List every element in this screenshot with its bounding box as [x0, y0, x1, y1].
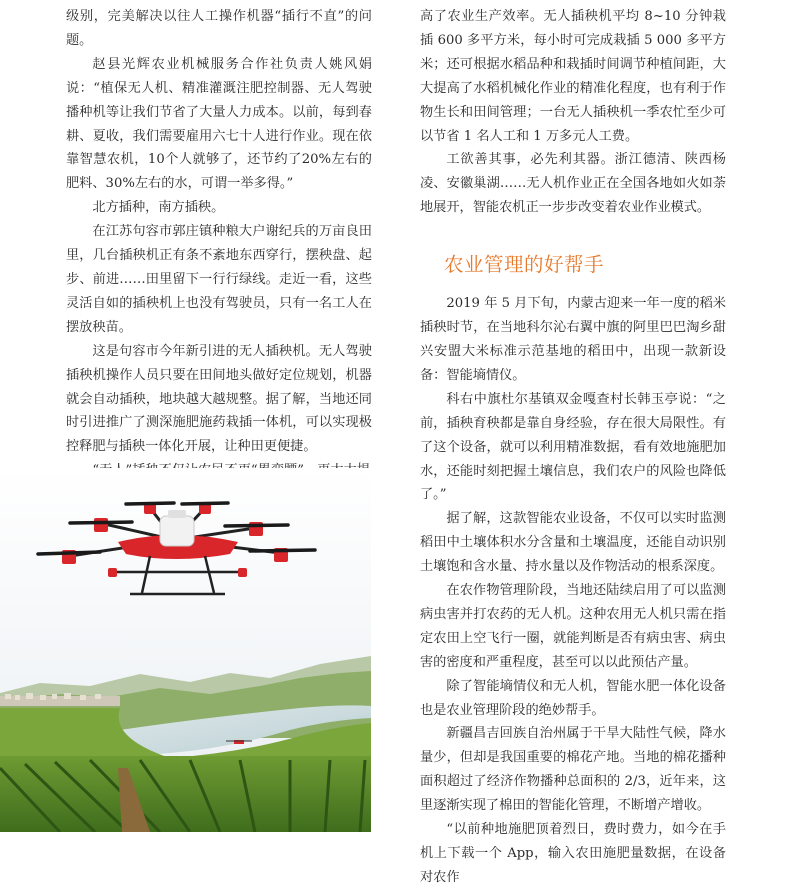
paragraph: 北方插种，南方插秧。 [92, 200, 225, 216]
paragraph: 工欲善其事，必先利其器。浙江德清、陕西杨凌、安徽巢湖……无人机作业正在全国各地如火如荼地展开，智能农机正一步步改变着农业作业模式。 [420, 152, 726, 216]
drone-photo [0, 468, 371, 832]
paragraph: 这是句容市今年新引进的无人插秧机。无人驾驶插秧机操作人员只要在田间地头做好定位规划，机器就会自动插秧，地块越大越规整。据了解，当地还同时引进推广了测深施肥施药栽插一体机，可以实现极控释肥与插秧一体化开展，让种田更便捷。 [66, 343, 372, 455]
paragraph: 科右中旗杜尔基镇双金嘎查村长韩玉亭说：“之前，插秧育秧都是靠自身经验，存在很大局限性。有了这个设备，就可以利用精准数据，看有效地施肥加水，还能时刻把握土壤信息，我们农户的风险也降低了。” [420, 391, 726, 503]
paragraph: “以前种地施肥顶着烈日，费时费力，如今在手机上下载一个 App，输入农田施肥量数据，在设备对农作 [420, 822, 726, 885]
paragraph: 赵县光辉农业机械服务合作社负责人姚风娟说：“植保无人机、精准灌溉注肥控制器、无人驾驶播种机等让我们节省了大量人力成本。以前，每到春耕、夏收，我们需要雇用六七十人进行作业。现在依靠智慧农机，10个人就够了，还节约了20%左右的肥料、30%左右的水，可谓一举多得。” [66, 56, 372, 192]
right-column [420, 0, 726, 890]
paragraph: 2019 年 5 月下旬，内蒙古迎来一年一度的稻米插秧时节，在当地科尔沁右翼中旗的阿里巴巴淘乡甜兴安盟大米标准示范基地的稻田中，出现一款新设备：智能墒情仪。 [420, 296, 726, 383]
paragraph: 除了智能墒情仪和无人机，智能水肥一体化设备也是农业管理阶段的绝妙帮手。 [420, 678, 726, 718]
paragraph: 在农作物管理阶段，当地还陆续启用了可以监测病虫害并打农药的无人机。这种农用无人机只需在指定农田上空飞行一圈，就能判断是否有病虫害、病虫害的密度和严重程度，甚至可以以此预估产量。 [420, 583, 726, 670]
paragraph: 据了解，这款智能农业设备，不仅可以实时监测稻田中土壤体积水分含量和土壤温度，还能自动识别土壤饱和含水量、持水量以及作物活动的根系深度。 [420, 511, 726, 575]
left-column [66, 0, 372, 483]
section-heading: 农业管理的好帮手 [444, 253, 605, 277]
paragraph: 新疆昌吉回族自治州属于干旱大陆性气候，降水量少，但却是我国重要的棉花产地。当地的棉花播种面积超过了经济作物播种总面积的 2/3，近年来，这里逐渐实现了棉田的智能化管理，不断增产增收。 [420, 726, 726, 814]
paragraph: 级别，完美解决以往人工操作机器“插行不直”的问题。 [66, 9, 372, 48]
drone-photo-illustration [0, 468, 371, 832]
paragraph: 高了农业生产效率。无人插秧机平均 8~10 分钟栽插 600 多平方米，每小时可完成栽插 5 000 多平方米；还可根据水稻品种和栽插时间调节种植间距，大大提高了水稻机械化作业的精准化程度，也有利于作物生长和田间管理；一台无人插秧机一季农忙至少可以节省 1 名人工和 1 万多元人工费。 [420, 9, 726, 144]
paragraph: 在江苏句容市郭庄镇种粮大户谢纪兵的万亩良田里，几台插秧机正有条不紊地东西穿行，摆秧盘、起步、前进……田里留下一行行绿线。走近一看，这些灵活自如的插秧机上也没有驾驶员，只有一名工人在摆放秧苗。 [66, 224, 372, 335]
